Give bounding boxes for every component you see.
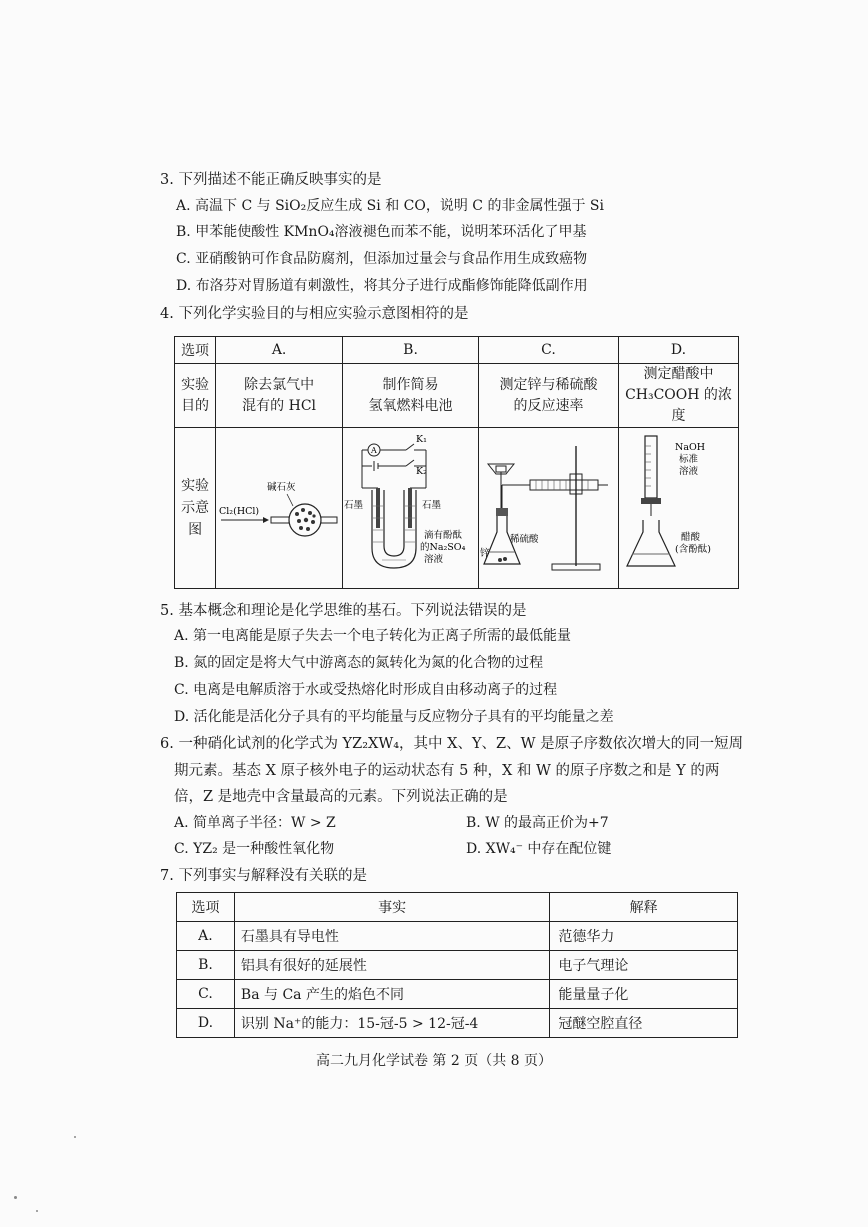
right-electrode-label: 石墨 [421, 500, 441, 511]
acetic-label-2: (含酚酞) [675, 544, 712, 555]
q6-line-1: 6. 一种硝化试剂的化学式为 YZ₂XW₄，其中 X、Y、Z、W 是原子序数依次增大的同一短周 [160, 736, 744, 752]
q7-stem: 7. 下列事实与解释没有关联的是 [160, 868, 367, 884]
solution-label-2: 的Na₂SO₄ [419, 542, 465, 553]
q6-line-3: 倍，Z 是地壳中含量最高的元素。下列说法正确的是 [174, 789, 508, 805]
table-row: A. 石墨具有导电性 范德华力 [177, 922, 738, 951]
q3-option-b: B. 甲苯能使酸性 KMnO₄溶液褪色而苯不能，说明苯环活化了甲基 [176, 224, 587, 240]
q4-col-d-purpose: 测定醋酸中 CH₃COOH 的浓度 [618, 364, 738, 428]
solution-label-1: 滴有酚酞 [423, 530, 462, 541]
zinc-label: 锌 [479, 548, 490, 559]
q7-header-explanation: 解释 [550, 893, 738, 922]
q5-stem: 5. 基本概念和理论是化学思维的基石。下列说法错误的是 [160, 603, 527, 619]
q7-header-fact: 事实 [234, 893, 549, 922]
q6-line-2: 期元素。基态 X 原子核外电子的运动状态有 5 种，X 和 W 的原子序数之和是 Y 的两 [174, 763, 720, 779]
scan-speck [74, 1136, 76, 1138]
acetic-label-1: 醋酸 [681, 532, 701, 543]
q7-table [176, 892, 738, 1038]
q5-option-b: B. 氮的固定是将大气中游离态的氮转化为氮的化合物的过程 [174, 655, 544, 671]
drying-tube-diagram [217, 428, 342, 584]
q4-diagram-a [216, 428, 343, 589]
q6-option-c: C. YZ₂ 是一种酸性氧化物 [174, 841, 335, 857]
q5-option-c: C. 电离是电解质溶于水或受热熔化时形成自由移动离子的过程 [174, 682, 558, 698]
q6-option-d: D. XW₄⁻ 中存在配位键 [466, 841, 612, 857]
scan-speck [36, 1210, 38, 1212]
acid-label: 稀硫酸 [509, 534, 539, 545]
page-footer: 高二九月化学试卷 第 2 页（共 8 页） [315, 1053, 553, 1069]
fuel-cell-diagram [344, 428, 478, 584]
q3-stem: 3. 下列描述不能正确反映事实的是 [160, 172, 382, 188]
naoh-label-3: 溶液 [679, 466, 699, 477]
left-electrode-label: 石墨 [343, 500, 363, 511]
q6-option-b: B. W 的最高正价为+7 [466, 815, 609, 831]
q4-diagram-c [479, 428, 619, 589]
q4-diagram-d [618, 428, 738, 589]
q4-col-c-option: C. [479, 337, 619, 364]
q4-col-c-purpose: 测定锌与稀硫酸 的反应速率 [479, 364, 619, 428]
q4-col-b-purpose: 制作简易 氢氧燃料电池 [343, 364, 479, 428]
q5-option-d: D. 活化能是活化分子具有的平均能量与反应物分子具有的平均能量之差 [174, 709, 614, 725]
q6-option-a: A. 简单离子半径：W > Z [174, 815, 336, 831]
q5-option-a: A. 第一电离能是原子失去一个电子转化为正离子所需的最低能量 [174, 628, 572, 644]
q7-header-option: 选项 [177, 893, 235, 922]
switch-k1-label: K₁ [415, 434, 427, 445]
switch-k2-label: K₂ [415, 466, 427, 477]
q4-col-a-option: A. [216, 337, 343, 364]
q3-option-a: A. 高温下 C 与 SiO₂反应生成 Si 和 CO，说明 C 的非金属性强于 Si [176, 198, 604, 214]
q4-table [174, 336, 739, 589]
q4-diagram-b [343, 428, 479, 589]
naoh-label-1: NaOH [675, 442, 706, 453]
q4-col-d-option: D. [618, 337, 738, 364]
q4-header-purpose: 实验 目的 [175, 364, 216, 428]
solution-label-3: 溶液 [423, 554, 443, 565]
table-row: C. Ba 与 Ca 产生的焰色不同 能量量子化 [177, 980, 738, 1009]
ammeter-label: A [370, 446, 377, 455]
reagent-label: 碱石灰 [266, 482, 296, 493]
gas-label: Cl₂(HCl) [218, 506, 259, 517]
q4-stem: 4. 下列化学实验目的与相应实验示意图相符的是 [160, 306, 469, 322]
q4-col-b-option: B. [343, 337, 479, 364]
table-row: B. 铝具有很好的延展性 电子气理论 [177, 951, 738, 980]
reaction-rate-diagram [480, 428, 618, 584]
q4-header-diagram: 实验 示意 图 [175, 428, 216, 589]
titration-diagram [619, 428, 737, 584]
naoh-label-2: 标准 [679, 454, 699, 465]
q4-header-option: 选项 [175, 337, 216, 364]
q3-option-d: D. 布洛芬对胃肠道有刺激性，将其分子进行成酯修饰能降低副作用 [176, 278, 588, 294]
table-row: D. 识别 Na⁺的能力：15-冠-5 > 12-冠-4 冠醚空腔直径 [177, 1009, 738, 1038]
scan-speck [14, 1196, 17, 1199]
q4-col-a-purpose: 除去氯气中 混有的 HCl [216, 364, 343, 428]
q3-option-c: C. 亚硝酸钠可作食品防腐剂，但添加过量会与食品作用生成致癌物 [176, 251, 588, 267]
